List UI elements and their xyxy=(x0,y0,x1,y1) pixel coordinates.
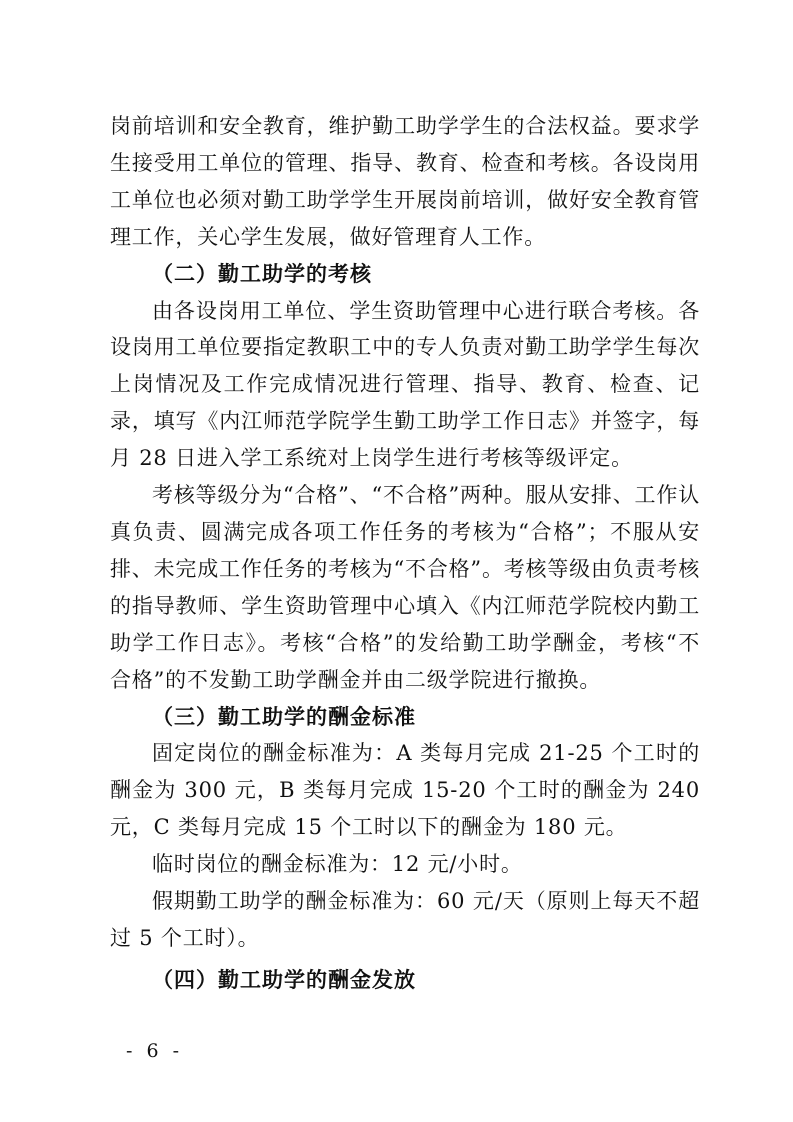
paragraph-fixed-post-pay: 固定岗位的酬金标准为：A 类每月完成 21-25 个工时的酬金为 300 元，B 类每月完成 15-20 个工时的酬金为 240 元，C 类每月完成 15 个工时以下的酬金为 180 元。 xyxy=(110,741,700,840)
section-heading-pay-standard: （三）勤工助学的酬金标准 xyxy=(152,704,416,729)
paragraph-holiday-pay: 假期勤工助学的酬金标准为：60 元/天（原则上每天不超过 5 个工时）。 xyxy=(110,889,700,950)
section-heading-assessment: （二）勤工助学的考核 xyxy=(152,261,372,286)
paragraph-joint-assessment: 由各设岗用工单位、学生资助管理中心进行联合考核。各设岗用工单位要指定教职工中的专人负责对勤工助学学生每次上岗情况及工作完成情况进行管理、指导、教育、检查、记录，填写《内江师范学院学生勤工助学工作日志》并签字，每月 28 日进入学工系统对上岗学生进行考核等级评定。 xyxy=(110,298,700,471)
section-heading-pay-distribution: （四）勤工助学的酬金发放 xyxy=(152,967,416,992)
paragraph-training: 岗前培训和安全教育，维护勤工助学学生的合法权益。要求学生接受用工单位的管理、指导、教育、检查和考核。各设岗用工单位也必须对勤工助学学生开展岗前培训，做好安全教育管理工作，关心学生发展，做好管理育人工作。 xyxy=(110,114,700,249)
page-number: - 6 - xyxy=(126,1040,184,1062)
paragraph-temporary-post-pay: 临时岗位的酬金标准为：12 元/小时。 xyxy=(152,852,523,877)
paragraph-assessment-grades: 考核等级分为“合格”、“不合格”两种。服从安排、工作认真负责、圆满完成各项工作任务的考核为“合格”；不服从安排、未完成工作任务的考核为“不合格”。考核等级由负责考核的指导教师、学生资助管理中心填入《内江师范学院校内勤工助学工作日志》。考核“合格”的发给勤工助学酬金，考核“不合格”的不发勤工助学酬金并由二级学院进行撤换。 xyxy=(110,483,700,692)
document-body xyxy=(110,108,700,1003)
